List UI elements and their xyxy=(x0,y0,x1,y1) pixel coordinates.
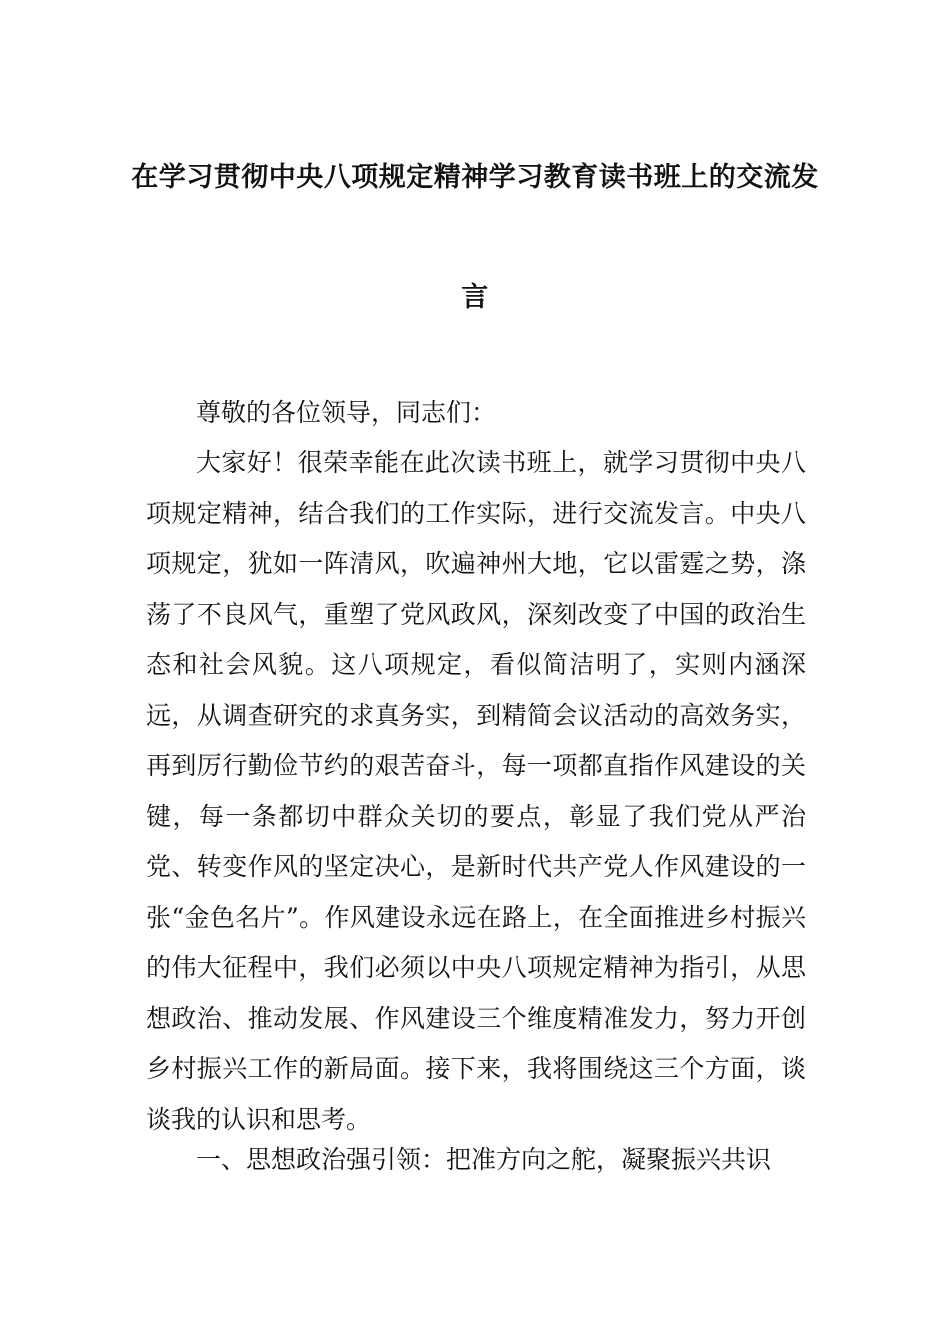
paragraph-1: 大家好！很荣幸能在此次读书班上，就学习贯彻中央八项规定精神，结合我们的工作实际，进行交流发言。中央八项规定，犹如一阵清风，吹遍神州大地，它以雷霆之势，涤荡了不良风气，重塑了党风政风，深刻改变了中国的政治生态和社会风貌。这八项规定，看似简洁明了，实则内涵深远，从调查研究的求真务实，到精简会议活动的高效务实，再到厉行勤俭节约的艰苦奋斗，每一项都直指作风建设的关键，每一条都切中群众关切的要点，彰显了我们党从严治党、转变作风的坚定决心，是新时代共产党人作风建设的一张“金色名片”。作风建设永远在路上，在全面推进乡村振兴的伟大征程中，我们必须以中央八项规定精神为指引，从思想政治、推动发展、作风建设三个维度精准发力，努力开创乡村振兴工作的新局面。接下来，我将围绕这三个方面，谈谈我的认识和思考。 xyxy=(146,448,806,1134)
document-title-line-1: 在学习贯彻中央八项规定精神学习教育读书班上的交流发 xyxy=(131,162,819,193)
salutation: 尊敬的各位领导，同志们： xyxy=(196,398,497,427)
document-title-line-2: 言 xyxy=(461,282,489,313)
section-heading-1: 一、思想政治强引领：把准方向之舵，凝聚振兴共识 xyxy=(196,1145,772,1174)
